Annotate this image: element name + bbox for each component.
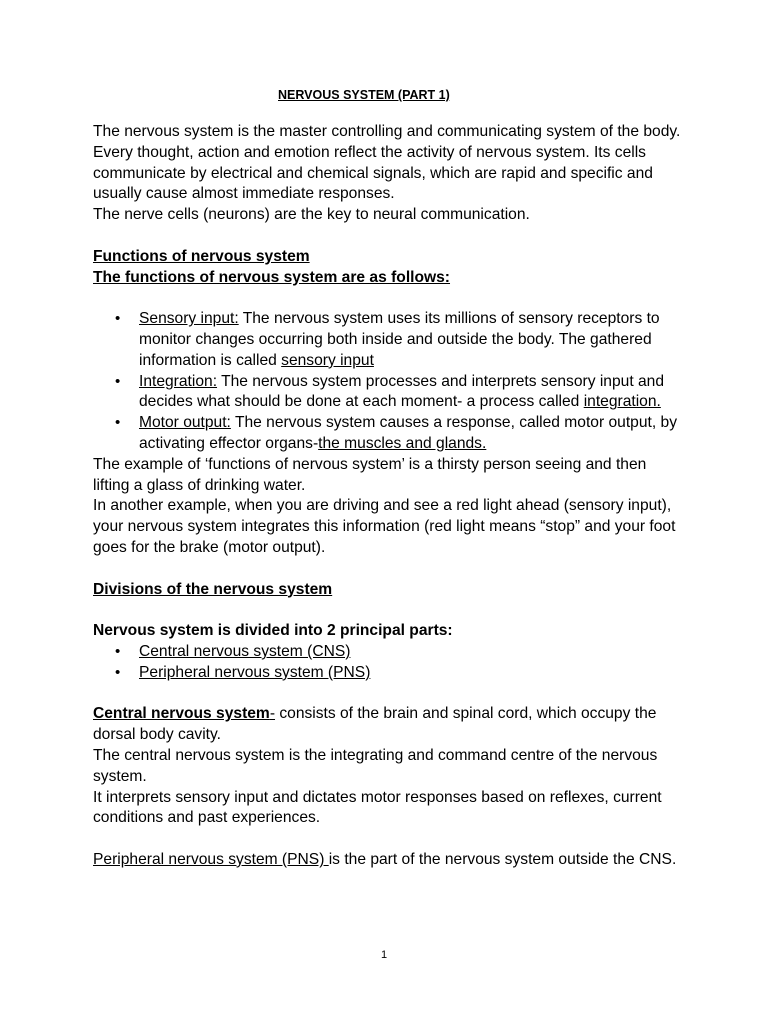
function-term: sensory input xyxy=(281,351,374,369)
division-cns: Central nervous system (CNS) xyxy=(139,642,351,660)
function-term: the muscles and glands. xyxy=(318,434,487,452)
example-driving: In another example, when you are driving and see a red light ahead (sensory input), your nervous system integrates this information (red light means “stop” and your foot goes for the brake (motor output). xyxy=(93,497,676,556)
page-number: 1 xyxy=(380,949,388,961)
list-item xyxy=(93,372,685,414)
example-thirsty: The example of ‘functions of nervous system’ is a thirsty person seeing and then lifting a glass of drinking water. xyxy=(93,455,647,494)
document-body xyxy=(93,122,685,871)
intro-neurons: The nerve cells (neurons) are the key to neural communication. xyxy=(93,206,530,224)
cns-paragraph xyxy=(93,704,685,746)
list-item xyxy=(93,642,685,663)
intro-paragraph: The nervous system is the master controlling and communicating system of the body. Every thought, action and emotion reflect the activity of nervous system. Its cells communicate by electrical and chemical signals, which are rapid and specific and usually cause almost immediate responses. xyxy=(93,123,681,203)
function-text: The nervous system causes a response, called motor output, by activating effector organs- xyxy=(139,414,677,452)
cns-text: consists of the brain and spinal cord, which occupy the dorsal body cavity. xyxy=(93,705,657,744)
function-label: Integration: xyxy=(139,372,218,390)
cns-dash: - xyxy=(269,705,276,723)
divisions-heading: Divisions of the nervous system xyxy=(93,580,333,598)
list-item xyxy=(93,413,685,455)
cns-role: The central nervous system is the integrating and command centre of the nervous system. xyxy=(93,746,658,785)
functions-list xyxy=(93,309,685,455)
functions-subheading: The functions of nervous system are as follows: xyxy=(93,268,451,286)
divisions-intro: Nervous system is divided into 2 principal parts: xyxy=(93,622,453,640)
page-title: NERVOUS SYSTEM (PART 1) xyxy=(278,88,450,102)
list-item xyxy=(93,663,685,684)
functions-heading: Functions of nervous system xyxy=(93,247,310,265)
function-text: The nervous system uses its millions of sensory receptors to monitor changes occurring both inside and outside the body. The gathered information is called xyxy=(139,310,660,369)
list-item xyxy=(93,309,685,371)
function-term: integration. xyxy=(583,393,661,411)
function-label: Motor output: xyxy=(139,414,231,432)
function-text: The nervous system processes and interprets sensory input and decides what should be done at each moment- a process called xyxy=(139,372,664,411)
cns-function: It interprets sensory input and dictates motor responses based on reflexes, current conditions and past experiences. xyxy=(93,788,662,827)
pns-text: is the part of the nervous system outside the CNS. xyxy=(328,850,677,868)
divisions-list xyxy=(93,642,685,684)
pns-term: Peripheral nervous system (PNS) xyxy=(93,850,329,868)
pns-paragraph xyxy=(93,850,685,871)
cns-term: Central nervous system xyxy=(93,705,270,723)
function-label: Sensory input: xyxy=(139,310,239,328)
division-pns: Peripheral nervous system (PNS) xyxy=(139,663,371,681)
